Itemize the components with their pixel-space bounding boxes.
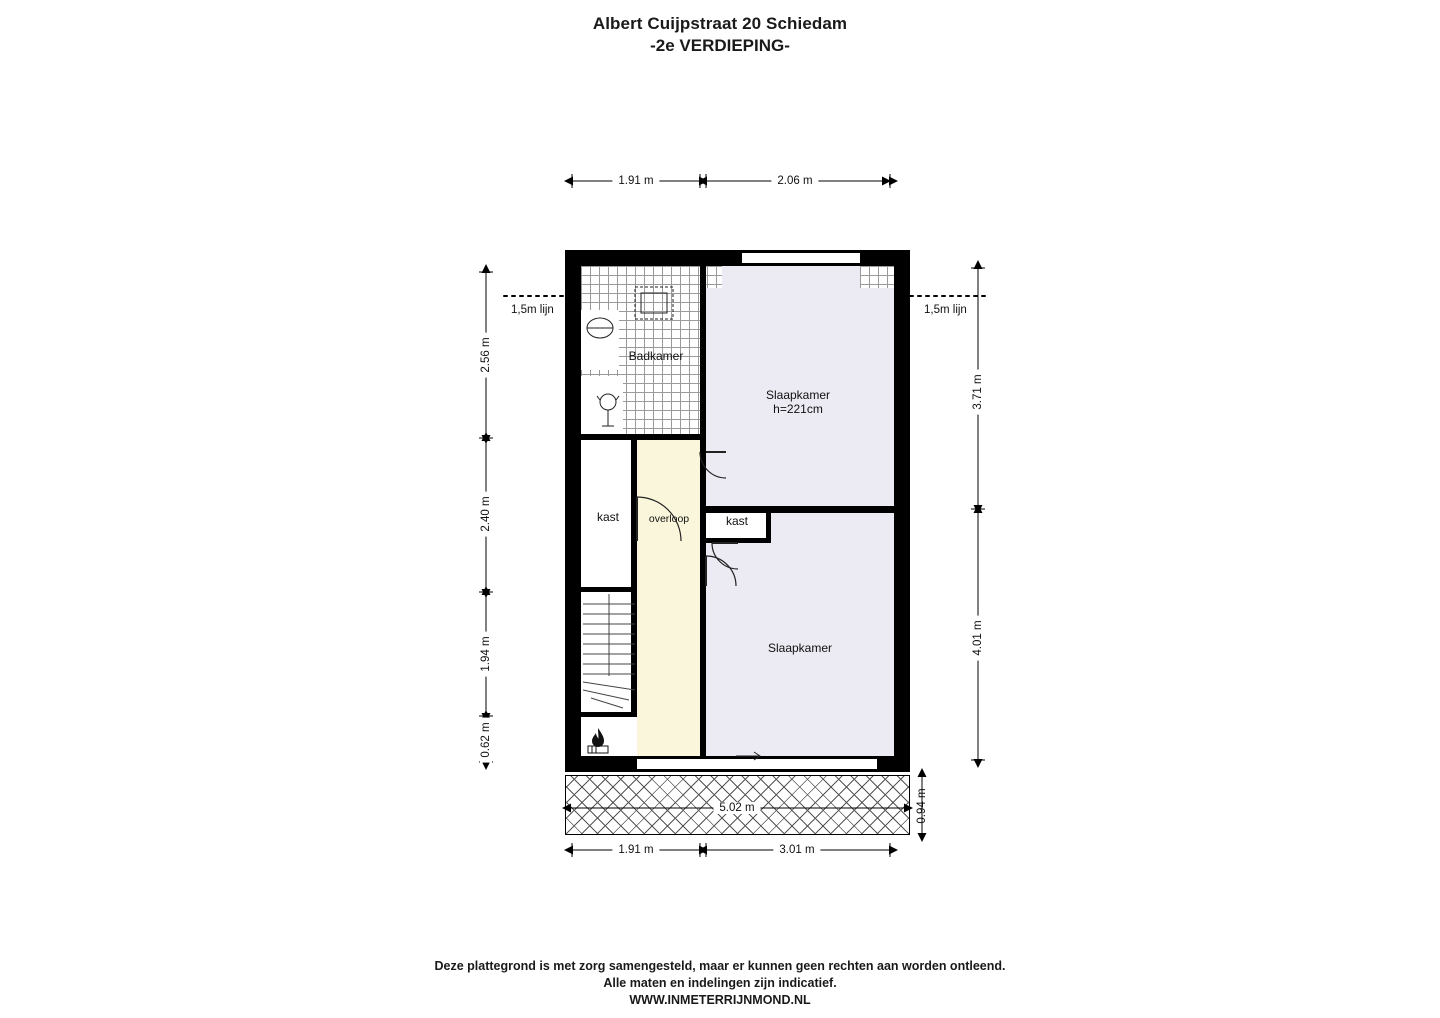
shower-icon	[634, 286, 674, 320]
dim-balcony-depth: 0.94 m	[916, 788, 928, 824]
footer-disclaimer-2: Alle maten en indelingen zijn indicatief.	[603, 976, 837, 990]
wall-closet-right-side	[766, 506, 771, 543]
label-bedroom-top: Slaapkamer	[765, 388, 831, 402]
label-bathroom: Badkamer	[628, 349, 684, 363]
footer-website: WWW.INMETERRIJNMOND.NL	[629, 993, 811, 1007]
wall-right	[894, 250, 910, 772]
dim-right-1: 3.71 m	[972, 369, 984, 414]
footer-disclaimer-1: Deze plattegrond is met zorg samengesteld, maar er kunnen geen rechten aan worden ontleend.	[434, 959, 1006, 973]
window-top	[742, 252, 860, 264]
label-15m-right: 1,5m lijn	[924, 304, 967, 316]
label-15m-left: 1,5m lijn	[511, 304, 554, 316]
stairs-icon	[583, 594, 635, 710]
room-bedroom-bottom	[706, 513, 894, 756]
label-bedroom-top-height: h=221cm	[773, 402, 823, 416]
dim-left-3: 1.94 m	[480, 631, 492, 676]
wall-interior-closet	[631, 440, 637, 592]
dim-left-4: 0.62 m	[480, 717, 492, 762]
wall-stair-bottom	[581, 712, 637, 717]
footer	[0, 958, 1440, 1009]
wall-left	[565, 250, 581, 772]
stairs-svg	[583, 594, 635, 710]
dim-top-left: 1.91 m	[612, 175, 659, 187]
title-floor: -2e VERDIEPING-	[650, 36, 790, 55]
label-closet-left: kast	[596, 510, 620, 524]
title-address: Albert Cuijpstraat 20 Schiedam	[592, 14, 848, 33]
label-landing: overloop	[648, 513, 690, 525]
room-landing	[637, 440, 700, 756]
wall-interior-bedroom-split	[700, 506, 894, 513]
toilet-icon	[596, 392, 620, 432]
wall-closet-bottom	[581, 587, 637, 592]
dim-top-right: 2.06 m	[771, 175, 818, 187]
room-bedroom-top	[706, 266, 894, 506]
dim-right-2: 4.01 m	[972, 615, 984, 660]
window-bottom	[637, 758, 877, 770]
wall-interior-bathroom-bottom	[581, 434, 706, 440]
dim-bottom-left: 1.91 m	[612, 844, 659, 856]
top-right-tiled-strip	[860, 266, 894, 288]
dim-balcony-width: 5.02 m	[713, 802, 760, 814]
dim-left-1: 2.56 m	[480, 332, 492, 377]
sink-icon	[585, 316, 615, 340]
label-bedroom-bottom: Slaapkamer	[767, 641, 833, 655]
dim-left-2: 2.40 m	[480, 491, 492, 536]
dim-bottom-right: 3.01 m	[773, 844, 820, 856]
wall-closet-right-bottom	[706, 538, 768, 543]
fireplace-icon	[586, 726, 610, 754]
label-closet-right: kast	[725, 514, 749, 528]
